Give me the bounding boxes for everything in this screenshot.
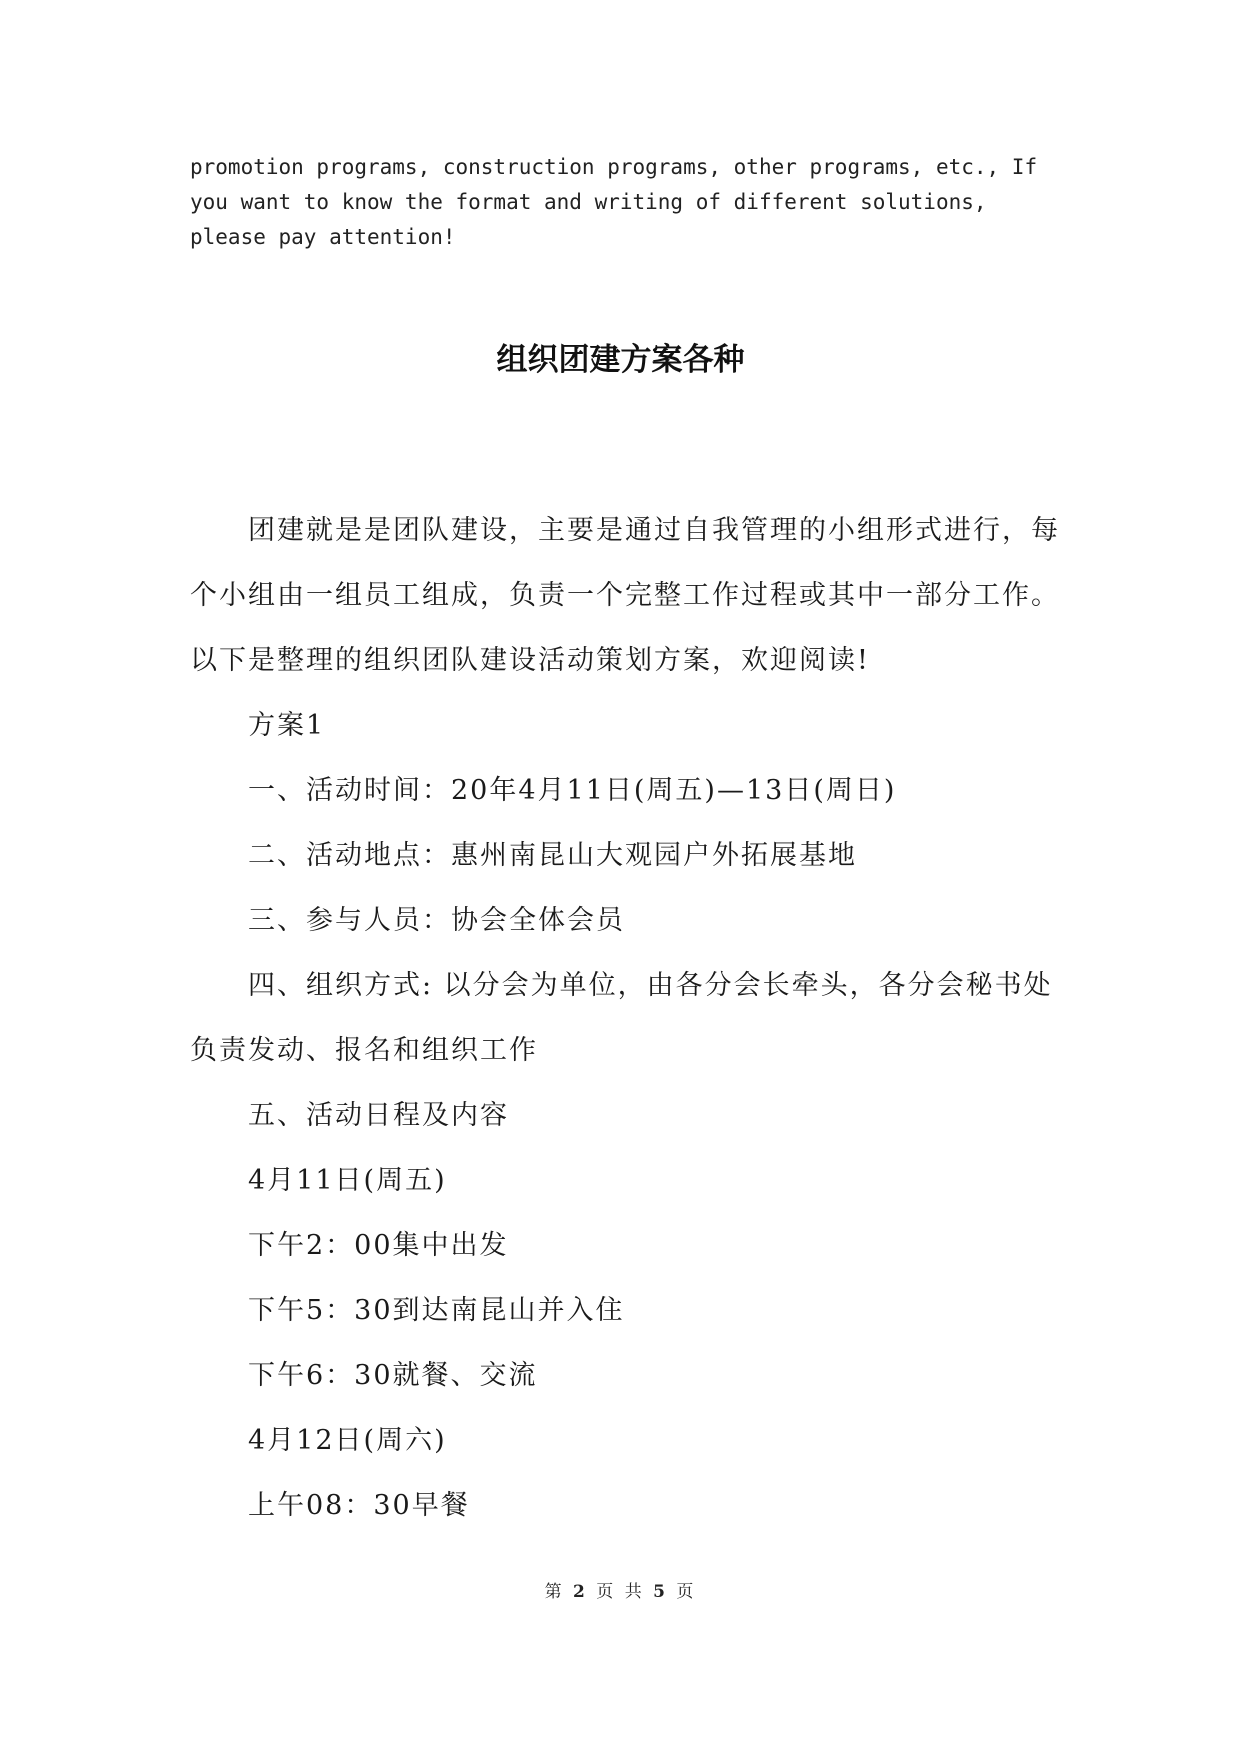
document-body: [190, 498, 1070, 1538]
participants: 三、参与人员：协会全体会员: [248, 905, 625, 936]
page-title: 组织团建方案各种: [496, 342, 745, 378]
schedule-heading: 五、活动日程及内容: [248, 1100, 509, 1131]
footer-suffix: 页: [676, 1582, 697, 1602]
schedule-item: 上午08：30早餐: [248, 1490, 470, 1521]
activity-location: 二、活动地点：惠州南昆山大观园户外拓展基地: [248, 840, 857, 871]
intro-text: promotion programs, construction programs, other programs, etc., If you want to know the format and writing of different solutions, please pay attention!: [190, 155, 1038, 249]
total-pages-number: 5: [653, 1582, 668, 1602]
footer-middle: 页 共: [596, 1582, 645, 1602]
schedule-item: 下午6：30就餐、交流: [248, 1360, 538, 1391]
organization-method: 四、组织方式: 以分会为单位，由各分会长牵头，各分会秘书处负责发动、报名和组织工作: [190, 970, 1053, 1066]
schedule-item: 下午2：00集中出发: [248, 1230, 509, 1261]
current-page-number: 2: [573, 1582, 588, 1602]
schedule-day-1: 4月11日(周五): [248, 1165, 447, 1196]
activity-time: 一、活动时间：20年4月11日(周五)—13日(周日): [248, 775, 897, 806]
page-footer: [0, 1580, 1241, 1604]
plan-heading: 方案1: [248, 710, 326, 741]
footer-prefix: 第: [544, 1582, 565, 1602]
intro-paragraph: 团建就是是团队建设，主要是通过自我管理的小组形式进行，每个小组由一组员工组成，负责一个完整工作过程或其中一部分工作。以下是整理的组织团队建设活动策划方案，欢迎阅读!: [190, 515, 1060, 676]
schedule-day-2: 4月12日(周六): [248, 1425, 447, 1456]
schedule-item: 下午5：30到达南昆山并入住: [248, 1295, 625, 1326]
